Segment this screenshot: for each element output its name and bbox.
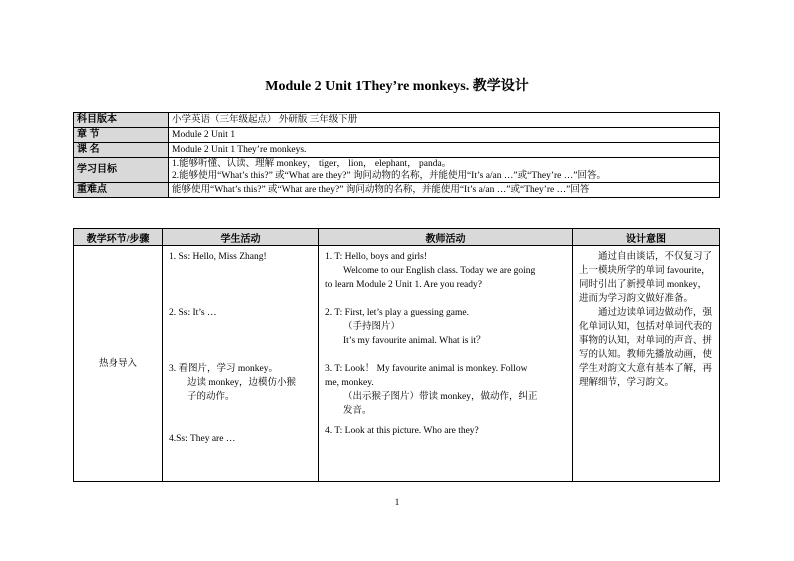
header-phase: 教学环节/步骤 <box>74 229 163 246</box>
objective-2: 2.能够使用“What’s this?” 或“What are they?” 询问动物的名称，并能使用“It’s a/an …”或“They’re …”回答。 <box>172 171 606 181</box>
page-number: 1 <box>394 497 400 507</box>
header-teacher: 教师活动 <box>319 229 573 246</box>
info-value: 小学英语（三年级起点） 外研版 三年级下册 <box>169 113 720 128</box>
teacher-step-2-line2: （手持图片） <box>343 322 401 332</box>
header-student: 学生活动 <box>163 229 319 246</box>
phase-cell: 热身导入 <box>74 246 163 482</box>
student-step-3: 3. 看图片，学习 monkey。 <box>169 364 278 374</box>
student-cell <box>163 246 319 482</box>
objective-1: 1.能够听懂、认读、理解 monkey， tiger， lion， elephant， panda。 <box>172 159 452 169</box>
teacher-step-3-line3: （出示猴子图片）带读 monkey，做动作，纠正 <box>343 392 538 402</box>
info-value: Module 2 Unit 1 <box>169 128 720 143</box>
info-row-lesson <box>74 143 720 158</box>
student-step-2: 2. Ss: It’s … <box>169 308 217 318</box>
teacher-step-3: 3. T: Look！ My favourite animal is monkey. Follow <box>325 364 528 374</box>
info-row-objectives <box>74 158 720 183</box>
info-table <box>73 112 720 198</box>
info-value: Module 2 Unit 1 They’re monkeys. <box>169 143 720 158</box>
info-row-keypoints <box>74 183 720 198</box>
teacher-step-3-line2: me, monkey. <box>325 378 374 388</box>
info-key: 章 节 <box>74 128 169 143</box>
info-value: 能够使用“What’s this?” 或“What are they?” 询问动物的名称，并能使用“It’s a/an …”或“They’re …”回答 <box>169 183 720 198</box>
info-key: 课 名 <box>74 143 169 158</box>
info-row-chapter <box>74 128 720 143</box>
process-header-row <box>74 229 720 246</box>
process-row <box>74 246 720 482</box>
student-step-4: 4.Ss: They are … <box>169 434 236 444</box>
teacher-cell <box>319 246 573 482</box>
teacher-step-4: 4. T: Look at this picture. Who are they? <box>325 426 479 436</box>
teacher-step-1-line3: to learn Module 2 Unit 1. Are you ready? <box>325 280 482 290</box>
process-table <box>73 228 720 482</box>
info-value <box>169 158 720 183</box>
info-row-subject <box>74 113 720 128</box>
intent-cell <box>573 246 720 482</box>
student-step-3-line2: 边读 monkey，边模仿小猴 <box>187 378 296 388</box>
teacher-step-3-line4: 发音。 <box>343 406 372 416</box>
document-title: Module 2 Unit 1They’re monkeys. 教学设计 <box>265 79 529 94</box>
teacher-step-2-line3: It’s my favourite animal. What is it？ <box>343 336 486 346</box>
info-key: 重难点 <box>74 183 169 198</box>
intent-paragraph-2: 通过边读单词边做动作，强化单词认知，包括对单词代表的事物的认知，对单词的声音、拼写的认知。教师先播放动画，使学生对韵文大意有基本了解，再理解细节，学习韵文。 <box>579 308 713 388</box>
info-key: 科目版本 <box>74 113 169 128</box>
intent-paragraph-1: 通过自由谈话，不仅复习了上一模块所学的单词 favourite，同时引出了新授单词 monkey，进而为学习韵文做好准备。 <box>579 252 713 304</box>
student-step-3-line3: 子的动作。 <box>187 392 235 402</box>
header-intent: 设计意图 <box>573 229 720 246</box>
teacher-step-1: 1. T: Hello, boys and girls! <box>325 252 427 262</box>
teacher-step-1-line2: Welcome to our English class. Today we are going <box>343 266 536 276</box>
info-key: 学习目标 <box>74 158 169 183</box>
teacher-step-2: 2. T: First, let’s play a guessing game. <box>325 308 469 318</box>
student-step-1: 1. Ss: Hello, Miss Zhang! <box>169 252 267 262</box>
